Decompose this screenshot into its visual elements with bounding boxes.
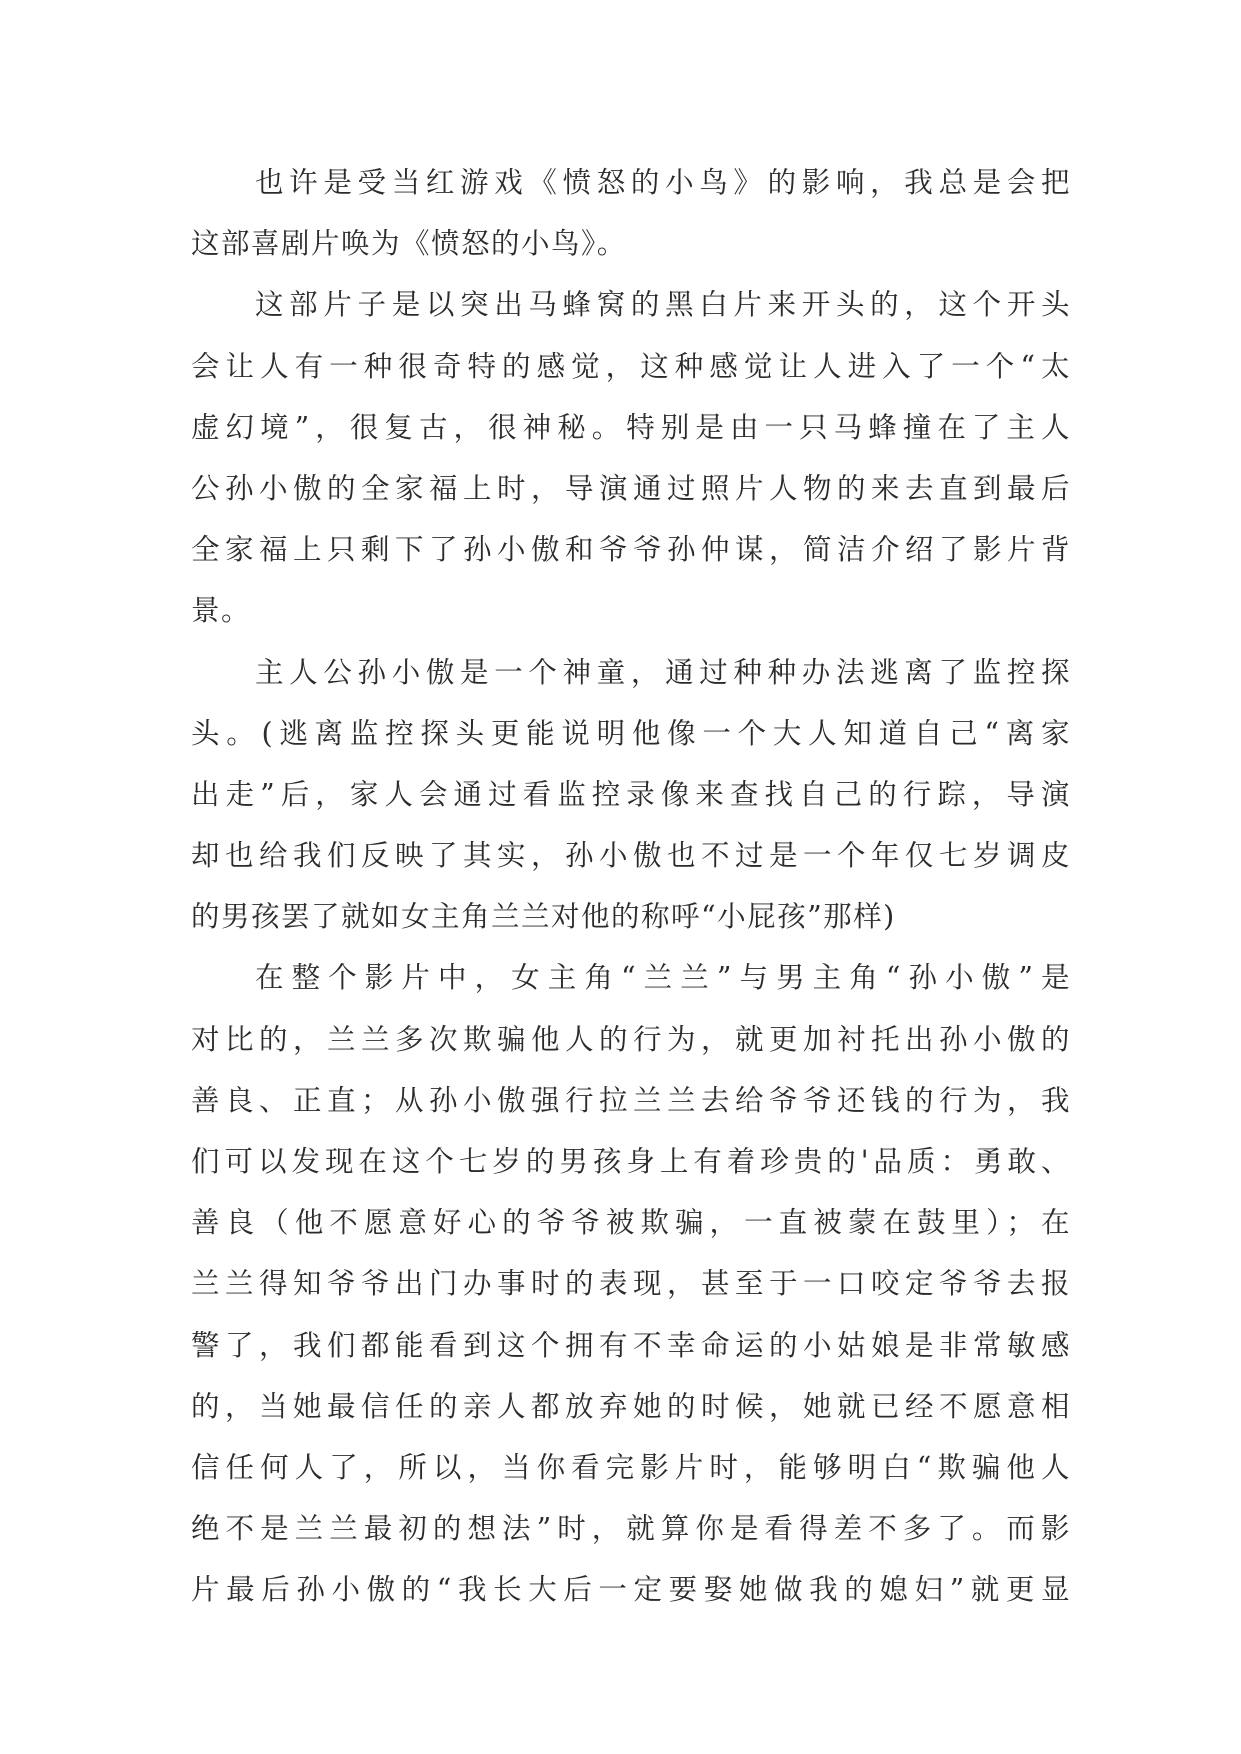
paragraph-line: 全家福上只剩下了孙小傲和爷爷孙仲谋，简洁介绍了影片背	[191, 533, 1071, 567]
paragraph-line: 也许是受当红游戏《愤怒的小鸟》的影响，我总是会把	[255, 166, 1071, 199]
paragraph-line: 兰兰得知爷爷出门办事时的表现，甚至于一口咬定爷爷去报	[191, 1267, 1071, 1301]
body-text	[191, 152, 1071, 1621]
paragraph-line: 善良、正直；从孙小傲强行拉兰兰去给爷爷还钱的行为，我	[191, 1083, 1071, 1117]
paragraph-line: 会让人有一种很奇特的感觉，这种感觉让人进入了一个“太	[191, 349, 1071, 383]
paragraph-line: 却也给我们反映了其实，孙小傲也不过是一个年仅七岁调皮	[191, 839, 1071, 873]
paragraph-line: 信任何人了，所以，当你看完影片时，能够明白“欺骗他人	[191, 1450, 1071, 1484]
paragraph-line: 警了，我们都能看到这个拥有不幸命运的小姑娘是非常敏感	[191, 1328, 1071, 1362]
paragraph-line: 在整个影片中，女主角“兰兰”与男主角“孙小傲”是	[255, 961, 1071, 995]
paragraph-line: 绝不是兰兰最初的想法”时，就算你是看得差不多了。而影	[191, 1512, 1071, 1546]
paragraph-line: 头。(逃离监控探头更能说明他像一个大人知道自己“离家	[191, 716, 1071, 750]
paragraph-line: 的，当她最信任的亲人都放弃她的时候，她就已经不愿意相	[191, 1389, 1071, 1423]
paragraph-line: 对比的，兰兰多次欺骗他人的行为，就更加衬托出孙小傲的	[191, 1022, 1071, 1056]
paragraph-line: 公孙小傲的全家福上时，导演通过照片人物的来去直到最后	[191, 471, 1071, 505]
paragraph-line: 片最后孙小傲的“我长大后一定要娶她做我的媳妇”就更显	[191, 1573, 1071, 1607]
paragraph-line: 虚幻境”，很复古，很神秘。特别是由一只马蜂撞在了主人	[191, 410, 1071, 444]
paragraph-line: 景。	[191, 594, 252, 628]
paragraph-line: 的男孩罢了就如女主角兰兰对他的称呼“小屁孩”那样)	[191, 900, 896, 934]
paragraph-line: 善良（他不愿意好心的爷爷被欺骗，一直被蒙在鼓里）；在	[191, 1206, 1071, 1240]
paragraph-line: 这部喜剧片唤为《愤怒的小鸟》。	[191, 227, 627, 261]
paragraph-line: 主人公孙小傲是一个神童，通过种种办法逃离了监控探	[255, 655, 1071, 689]
paragraph-line: 这部片子是以突出马蜂窝的黑白片来开头的，这个开头	[255, 288, 1071, 322]
paragraph-line: 出走”后，家人会通过看监控录像来查找自己的行踪，导演	[191, 777, 1071, 811]
paragraph-line: 们可以发现在这个七岁的男孩身上有着珍贵的'品质：勇敢、	[191, 1145, 1071, 1178]
